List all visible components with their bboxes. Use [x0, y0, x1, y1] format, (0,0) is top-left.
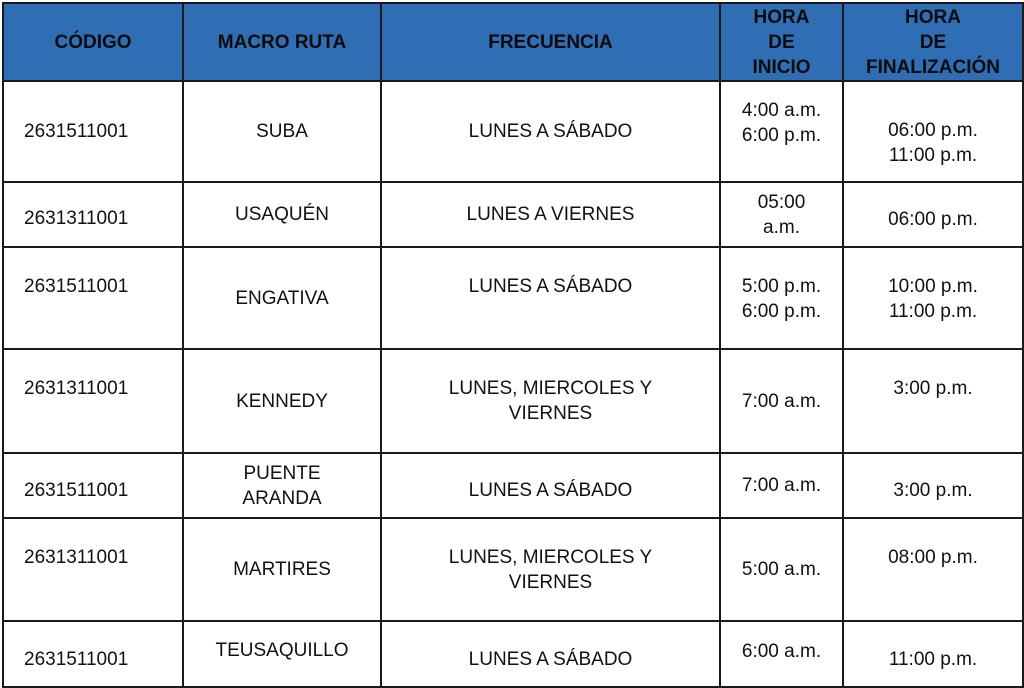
- end-time-cell: 10:00 p.m. 11:00 p.m.: [843, 247, 1023, 349]
- end-time-cell: 06:00 p.m.: [843, 182, 1023, 247]
- table-row: [3, 182, 1023, 247]
- route-cell: PUENTE ARANDA: [183, 453, 381, 518]
- table-row: [3, 621, 1023, 687]
- start-time-cell: 4:00 a.m. 6:00 p.m.: [720, 81, 843, 182]
- frequency-cell: LUNES, MIERCOLES Y VIERNES: [381, 349, 720, 453]
- route-cell: KENNEDY: [183, 349, 381, 453]
- table-row: [3, 81, 1023, 182]
- code-cell: 2631511001: [3, 81, 183, 182]
- header-macro-ruta: MACRO RUTA: [183, 3, 381, 81]
- route-cell: USAQUÉN: [183, 182, 381, 247]
- end-time-cell: 11:00 p.m.: [843, 621, 1023, 687]
- table-row: [3, 349, 1023, 453]
- code-cell: 2631311001: [3, 518, 183, 621]
- header-hora-finalizacion: HORA DE FINALIZACIÓN: [843, 3, 1023, 81]
- code-cell: 2631511001: [3, 621, 183, 687]
- schedule-table: [2, 2, 1024, 688]
- header-row: [3, 3, 1023, 81]
- code-cell: 2631511001: [3, 247, 183, 349]
- code-cell: 2631511001: [3, 453, 183, 518]
- end-time-cell: 06:00 p.m. 11:00 p.m.: [843, 81, 1023, 182]
- end-time-cell: 3:00 p.m.: [843, 453, 1023, 518]
- start-time-cell: 5:00 p.m. 6:00 p.m.: [720, 247, 843, 349]
- header-codigo: CÓDIGO: [3, 3, 183, 81]
- table-row: [3, 453, 1023, 518]
- end-time-cell: 3:00 p.m.: [843, 349, 1023, 453]
- route-cell: TEUSAQUILLO: [183, 621, 381, 687]
- frequency-cell: LUNES A VIERNES: [381, 182, 720, 247]
- header-frecuencia: FRECUENCIA: [381, 3, 720, 81]
- start-time-cell: 7:00 a.m.: [720, 453, 843, 518]
- table-row: [3, 518, 1023, 621]
- header-hora-inicio: HORA DE INICIO: [720, 3, 843, 81]
- table-row: [3, 247, 1023, 349]
- code-cell: 2631311001: [3, 182, 183, 247]
- frequency-cell: LUNES A SÁBADO: [381, 81, 720, 182]
- route-cell: ENGATIVA: [183, 247, 381, 349]
- start-time-cell: 7:00 a.m.: [720, 349, 843, 453]
- start-time-cell: 5:00 a.m.: [720, 518, 843, 621]
- end-time-cell: 08:00 p.m.: [843, 518, 1023, 621]
- code-cell: 2631311001: [3, 349, 183, 453]
- frequency-cell: LUNES A SÁBADO: [381, 247, 720, 349]
- frequency-cell: LUNES A SÁBADO: [381, 453, 720, 518]
- frequency-cell: LUNES A SÁBADO: [381, 621, 720, 687]
- route-cell: SUBA: [183, 81, 381, 182]
- start-time-cell: 6:00 a.m.: [720, 621, 843, 687]
- start-time-cell: 05:00 a.m.: [720, 182, 843, 247]
- frequency-cell: LUNES, MIERCOLES Y VIERNES: [381, 518, 720, 621]
- route-cell: MARTIRES: [183, 518, 381, 621]
